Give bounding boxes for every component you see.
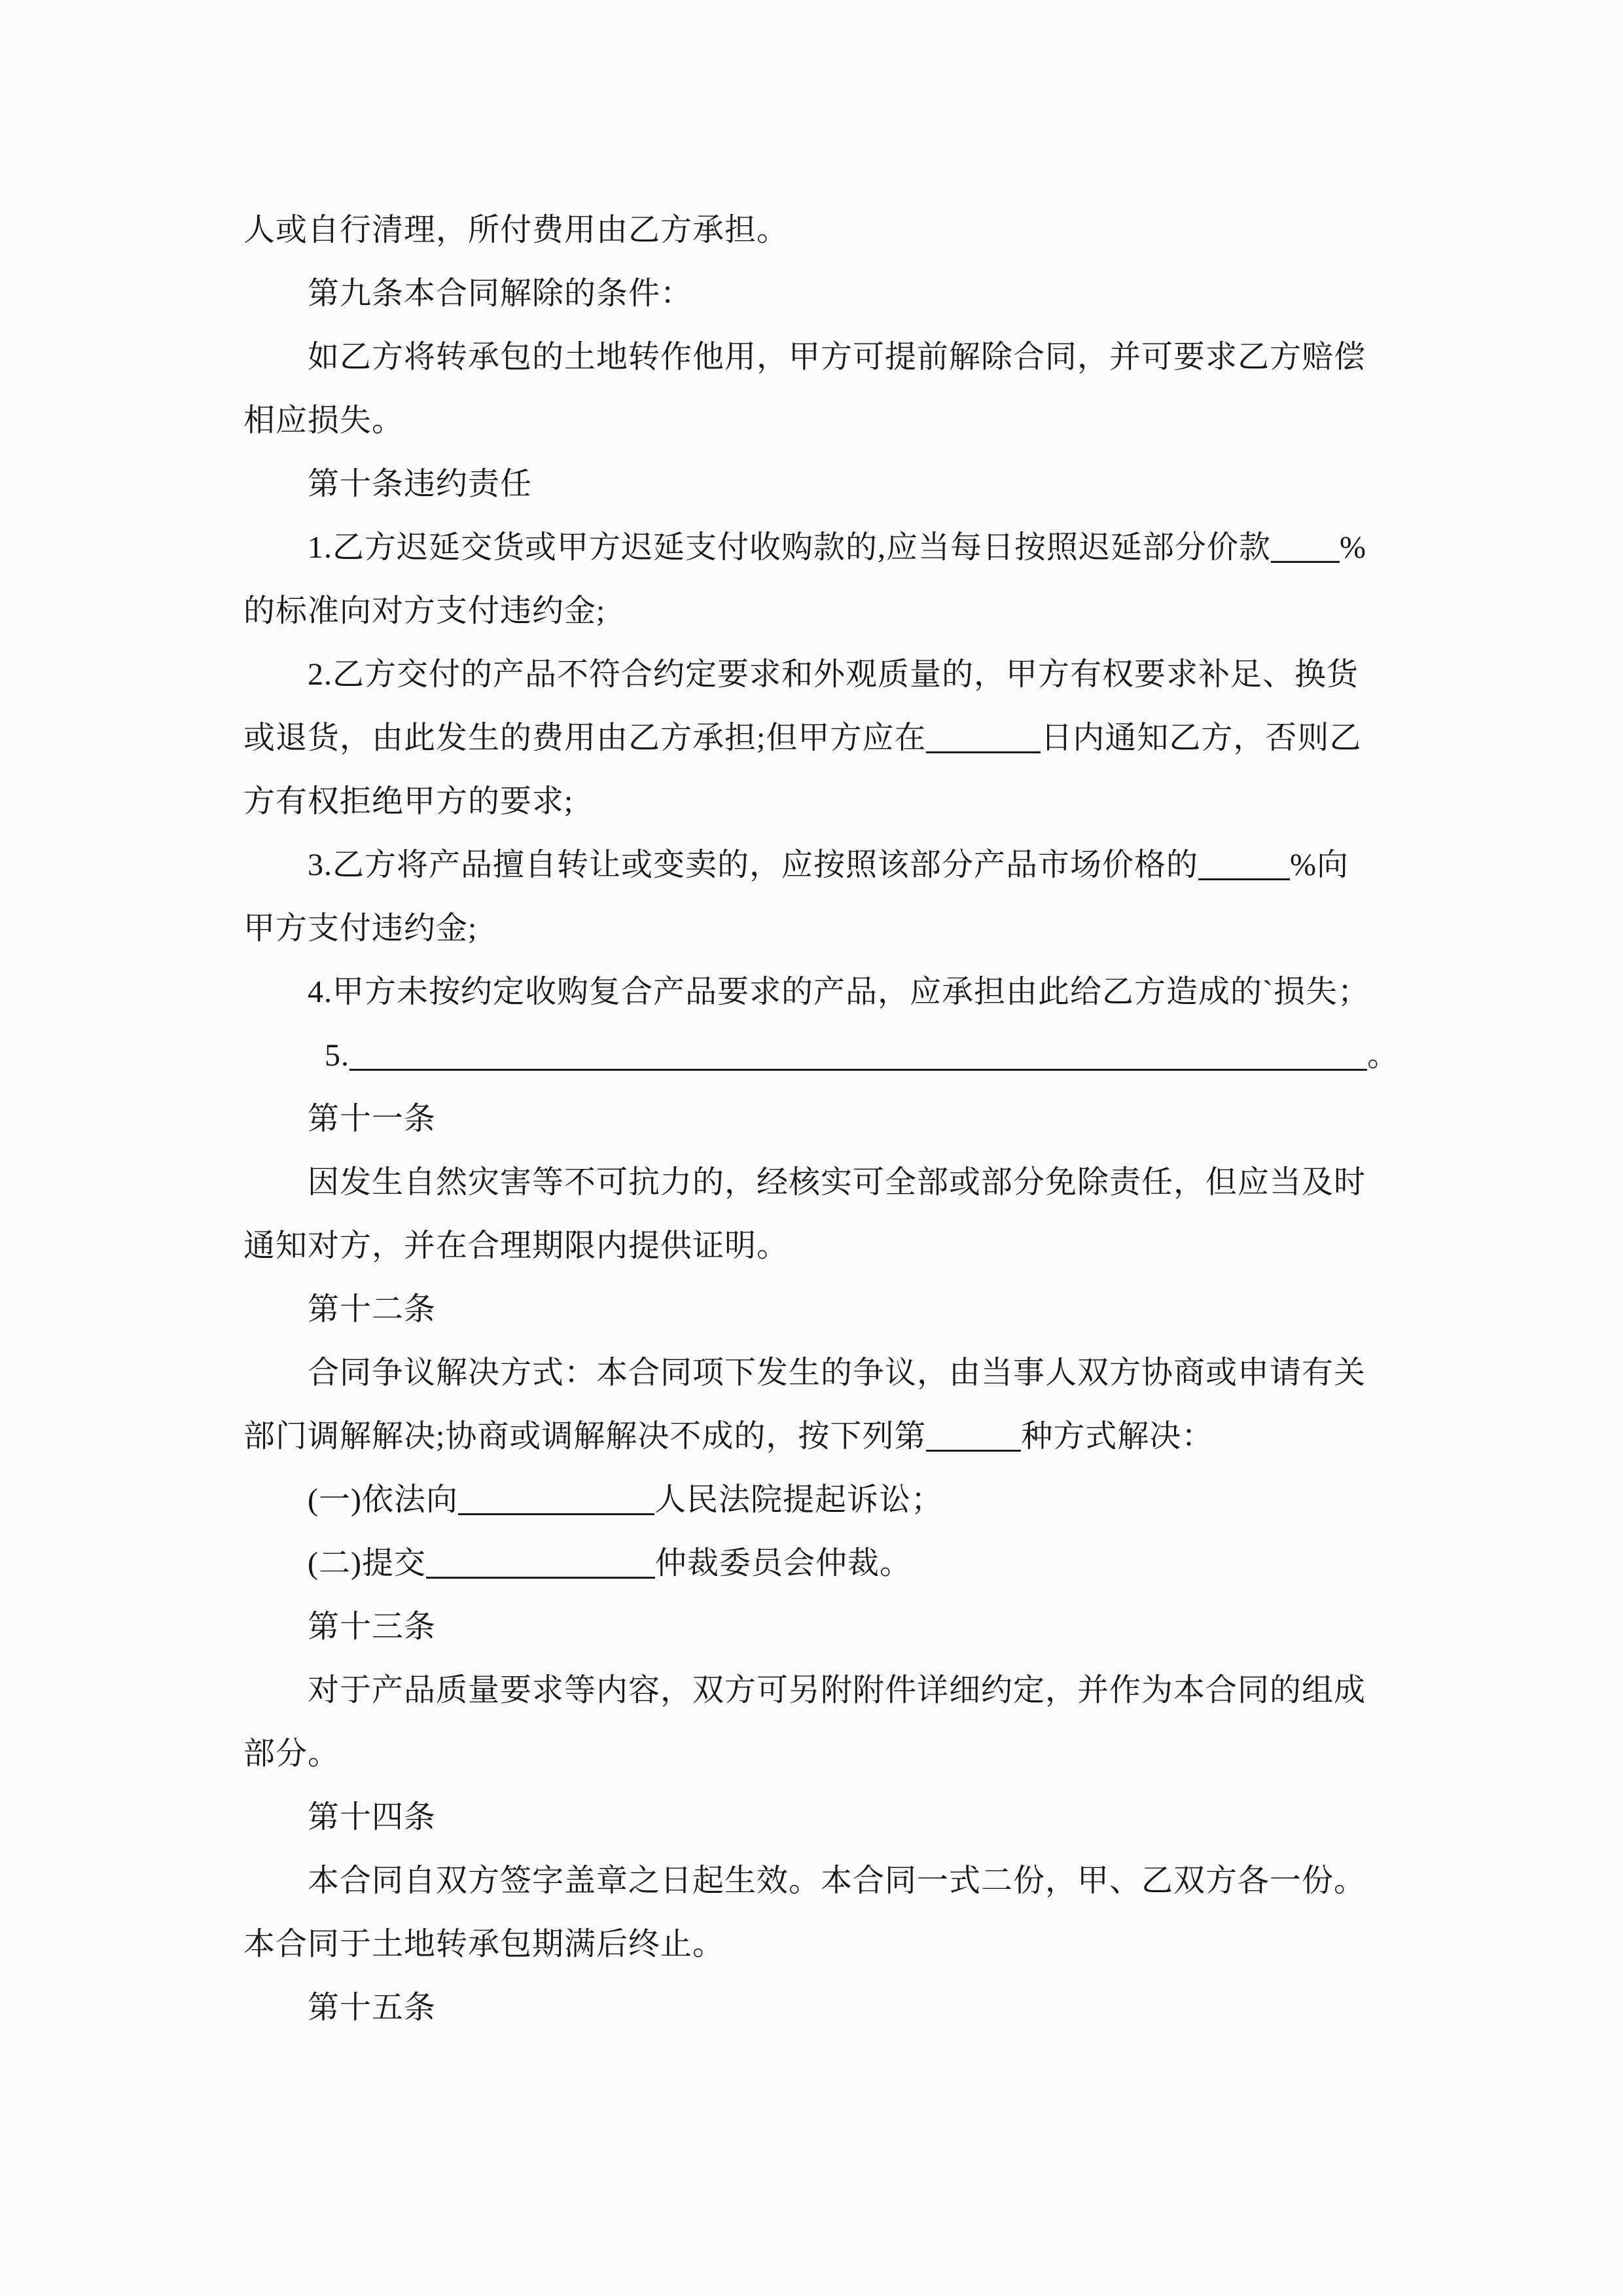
line-text: %: [1340, 530, 1366, 565]
line-text: (一)依法向: [308, 1482, 458, 1517]
document-line: [243, 833, 1407, 897]
line-text: 4.甲方未按约定收购复合产品要求的产品，应承担由此给乙方造成的`损失；: [308, 975, 1370, 1009]
line-text: 部分。: [243, 1736, 340, 1771]
fill-in-blank-underline: [926, 1417, 1021, 1452]
line-text: 因发生自然灾害等不可抗力的，经核实可全部或部分免除责任，但应当及时: [308, 1165, 1366, 1200]
line-text: 2.乙方交付的产品不符合约定要求和外观质量的，甲方有权要求补足、换货: [308, 657, 1359, 692]
line-text: 通知对方，并在合理期限内提供证明。: [243, 1229, 789, 1263]
line-text: 5.: [325, 1038, 349, 1073]
document-line: [243, 1278, 1407, 1341]
document-line: [243, 897, 1407, 960]
document-line: [243, 1912, 1407, 1976]
document-line: [243, 1595, 1407, 1659]
document-line: [243, 706, 1407, 770]
fill-in-blank-underline: [1271, 528, 1340, 563]
fill-in-blank-underline: [458, 1480, 654, 1515]
document-line: [243, 262, 1407, 325]
line-text: 第十四条: [308, 1800, 437, 1835]
document-line: [243, 1151, 1407, 1214]
line-text: 部门调解解决;协商或调解解决不成的，按下列第: [243, 1419, 927, 1454]
line-text: %向: [1290, 848, 1349, 882]
document-line: [243, 960, 1407, 1024]
line-text: 第十一条: [308, 1102, 437, 1136]
document-line: [243, 1785, 1407, 1849]
line-text: 第十五条: [308, 1990, 437, 2025]
document-line: [243, 1532, 1407, 1595]
line-text: 第十三条: [308, 1609, 437, 1644]
line-text: 甲方支付违约金;: [243, 911, 478, 946]
document-line: [243, 1405, 1407, 1468]
line-text: 3.乙方将产品擅自转让或变卖的，应按照该部分产品市场价格的: [308, 848, 1199, 882]
document-line: [243, 1659, 1407, 1722]
document-line: [243, 643, 1407, 706]
line-text: 如乙方将转承包的土地转作他用，甲方可提前解除合同，并可要求乙方赔偿: [308, 340, 1366, 374]
line-text: 种方式解决：: [1021, 1419, 1214, 1454]
line-text: 第十二条: [308, 1292, 437, 1327]
line-text: 日内通知乙方，否则乙: [1041, 721, 1362, 755]
line-text: 的标准向对方支付违约金;: [243, 594, 606, 628]
line-text: 相应损失。: [243, 403, 404, 438]
line-text: (二)提交: [308, 1546, 426, 1581]
line-text: 人或自行清理，所付费用由乙方承担。: [243, 213, 789, 247]
line-text: 第十条违约责任: [308, 467, 533, 501]
line-text: 本合同自双方签字盖章之日起生效。本合同一式二份，甲、乙双方各一份。: [308, 1863, 1366, 1898]
document-line: [243, 1087, 1407, 1151]
document-line: [243, 389, 1407, 452]
line-text: 人民法院提起诉讼；: [654, 1482, 943, 1517]
document-line: [243, 1024, 1407, 1087]
line-text: 或退货，由此发生的费用由乙方承担;但甲方应在: [243, 721, 927, 755]
document-line: [243, 516, 1407, 579]
document-line: [243, 770, 1407, 833]
fill-in-blank-underline: [426, 1544, 655, 1579]
document-line: [243, 452, 1407, 516]
line-text: 1.乙方迟延交货或甲方迟延支付收购款的,应当每日按照迟延部分价款: [308, 530, 1272, 565]
document-line: [243, 198, 1407, 262]
line-text: 对于产品质量要求等内容，双方可另附附件详细约定，并作为本合同的组成: [308, 1673, 1366, 1708]
document-line: [243, 325, 1407, 389]
document-line: [243, 1976, 1407, 2039]
line-text: 第九条本合同解除的条件：: [308, 276, 693, 311]
fill-in-blank-underline: [1198, 846, 1290, 880]
line-text: 。: [1367, 1038, 1400, 1073]
document-line: [243, 1849, 1407, 1912]
fill-in-blank-underline: [349, 1036, 1367, 1071]
line-text: 合同争议解决方式：本合同项下发生的争议，由当事人双方协商或申请有关: [308, 1355, 1366, 1390]
line-text: 方有权拒绝甲方的要求;: [243, 784, 574, 819]
line-text: 仲裁委员会仲裁。: [654, 1546, 912, 1581]
document-line: [243, 1468, 1407, 1532]
document-line: [243, 1341, 1407, 1405]
document-line: [243, 1214, 1407, 1278]
document-line: [243, 579, 1407, 643]
fill-in-blank-underline: [926, 719, 1041, 753]
line-text: 本合同于土地转承包期满后终止。: [243, 1927, 725, 1962]
document-line: [243, 1722, 1407, 1785]
